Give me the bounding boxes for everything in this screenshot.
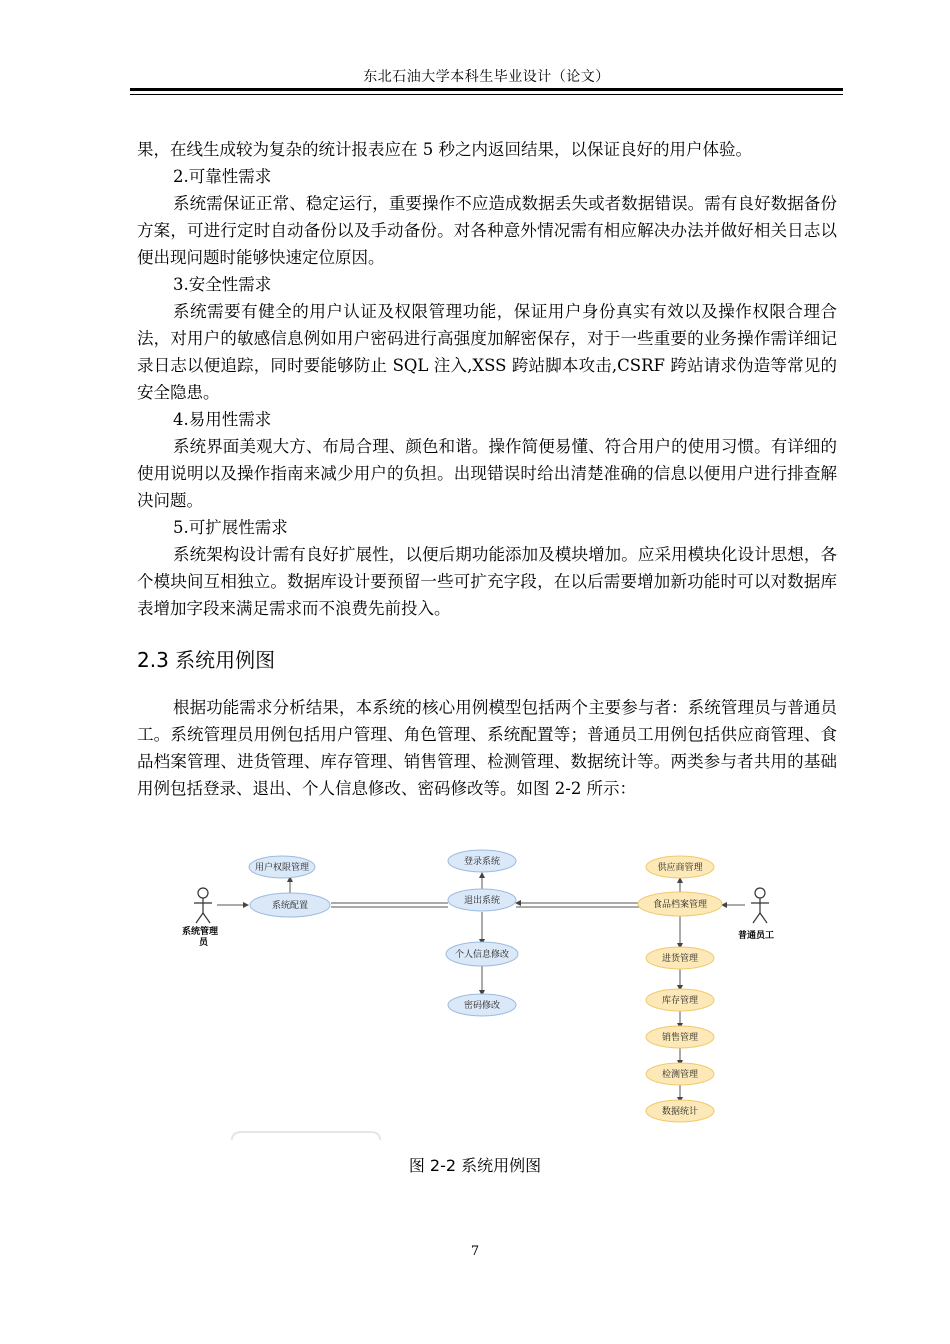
actor-staff-figure — [751, 888, 769, 923]
usecase-sales-label: 销售管理 — [661, 1033, 699, 1043]
usecase-sys-config-label: 系统配置 — [271, 901, 309, 911]
paragraph: 系统需保证正常、稳定运行，重要操作不应造成数据丢失或者数据错误。需有良好数据备份方案，可进行定时自动备份以及手动备份。对各种意外情况需有相应解决办法并做好相关日志以便出现问题时能够快速定位原因。 — [137, 194, 837, 267]
usecase-purchase-label: 进货管理 — [661, 954, 699, 964]
usecase-inventory-label: 库存管理 — [661, 996, 699, 1006]
use-case-diagram — [170, 840, 790, 1140]
usecase-profile-label: 个人信息修改 — [454, 950, 510, 960]
paragraph: 果，在线生成较为复杂的统计报表应在 5 秒之内返回结果，以保证良好的用户体验。 — [137, 140, 752, 159]
page-number: 7 — [470, 1244, 480, 1259]
actor-admin-label-1: 系统管理 — [182, 927, 219, 937]
usecase-food-label: 食品档案管理 — [652, 900, 708, 910]
actor-admin-label-2: 员 — [199, 938, 209, 948]
section-title: 2.3 系统用例图 — [137, 648, 276, 672]
subheading-extensibility: 5.可扩展性需求 — [173, 518, 288, 537]
subheading-usability: 4.易用性需求 — [173, 410, 272, 429]
actor-staff-label: 普通员工 — [738, 931, 775, 941]
running-header: 东北石油大学本科生毕业设计（论文） — [363, 69, 610, 85]
section-body — [137, 694, 837, 802]
usecase-password-label: 密码修改 — [463, 1001, 501, 1011]
subheading-security: 3.安全性需求 — [173, 275, 272, 294]
usecase-supplier-label: 供应商管理 — [657, 863, 703, 873]
paragraph: 系统架构设计需有良好扩展性，以便后期功能添加及模块增加。应采用模块化设计思想，各个模块间互相独立。数据库设计要预留一些可扩充字段，在以后需要增加新功能时可以对数据库表增加字段来满足需求而不浪费先前投入。 — [137, 545, 837, 618]
usecase-login-label: 登录系统 — [463, 857, 501, 867]
body-text — [137, 136, 837, 622]
usecase-stats-label: 数据统计 — [661, 1107, 699, 1117]
diagram-artifact — [232, 1132, 380, 1140]
subheading-reliability: 2.可靠性需求 — [173, 167, 272, 186]
paragraph: 根据功能需求分析结果，本系统的核心用例模型包括两个主要参与者：系统管理员与普通员工。系统管理员用例包括用户管理、角色管理、系统配置等；普通员工用例包括供应商管理、食品档案管理、进货管理、库存管理、销售管理、检测管理、数据统计等。两类参与者共用的基础用例包括登录、退出、个人信息修改、密码修改等。如图 2-2 所示： — [137, 698, 837, 798]
usecase-inspection-label: 检测管理 — [661, 1070, 699, 1080]
header-rule-thin — [130, 94, 843, 95]
actor-admin-figure — [194, 888, 212, 923]
figure-caption: 图 2-2 系统用例图 — [408, 1156, 542, 1175]
usecase-user-perm-label: 用户权限管理 — [254, 863, 310, 873]
header-rule-thick — [130, 88, 843, 91]
paragraph: 系统界面美观大方、布局合理、颜色和谐。操作简便易懂、符合用户的使用习惯。有详细的使用说明以及操作指南来减少用户的负担。出现错误时给出清楚准确的信息以便用户进行排查解决问题。 — [137, 437, 837, 510]
usecase-logout-label: 退出系统 — [463, 896, 501, 906]
paragraph: 系统需要有健全的用户认证及权限管理功能，保证用户身份真实有效以及操作权限合理合法，对用户的敏感信息例如用户密码进行高强度加解密保存，对于一些重要的业务操作需详细记录日志以便追踪，同时要能够防止 SQL 注入,XSS 跨站脚本攻击,CSRF 跨站请求伪造等常见的安全隐患。 — [137, 302, 837, 402]
